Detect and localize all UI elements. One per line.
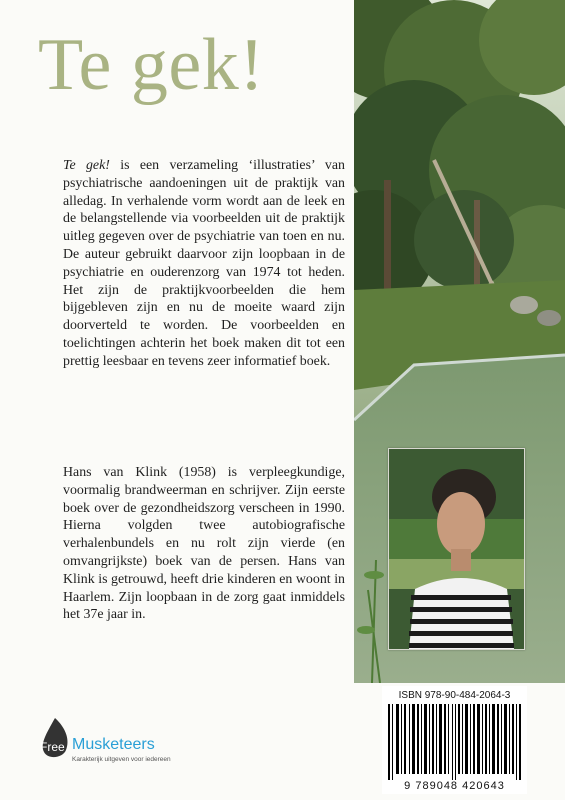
publisher-logo [38, 716, 208, 776]
book-blurb [63, 157, 345, 371]
author-bio: Hans van Klink (1958) is verpleegkundige, voormalig brandweerman en schrijver. Zijn eerste boek over de gezondheidszorg verscheen in 1990. Hierna volgden twee autobiografische verhalenbundels en nu rolt zijn vierde (en omvangrijkste) boek van de persen. Hans van Klink is getrouwd, heeft drie kinderen en woont in Haarlem. Zijn loopbaan in de zorg gaat inmiddels het 37e jaar in. [63, 465, 345, 623]
book-title: Te gek! [38, 24, 265, 106]
author-portrait [388, 448, 525, 650]
blurb-text: is een verzameling ‘illustraties’ van psychiatrische aandoeningen uit de praktijk van alledag. In verhalende vorm wordt aan de leek en de belangstellende via voorbeelden uit de praktijk uitleg gegeven over de psychiatrie van toen en nu. De auteur gebruikt daarvoor zijn loopbaan in de psychiatrie en ouderenzorg van 1974 tot heden. Het zijn de praktijkvoorbeelden die hem bijgebleven zijn en nu de moeite waard zijn doorverteld te worden. De voorbeelden en toelichtingen achterin het boek maken dit tot een prettig leesbaar en tevens zeer informatief boek. [63, 158, 345, 369]
publisher-tagline: Karakterijk uitgeven voor iedereen [72, 756, 171, 763]
publisher-name: Musketeers [72, 736, 155, 753]
blurb-italic-lead: Te gek! [63, 158, 110, 173]
publisher-name-free: Free [40, 740, 65, 754]
barcode-digits: 9 789048 420643 [404, 780, 505, 792]
barcode-icon [388, 704, 521, 780]
isbn-label: ISBN 978-90-484-2064-3 [398, 690, 511, 701]
isbn-barcode [382, 686, 527, 794]
